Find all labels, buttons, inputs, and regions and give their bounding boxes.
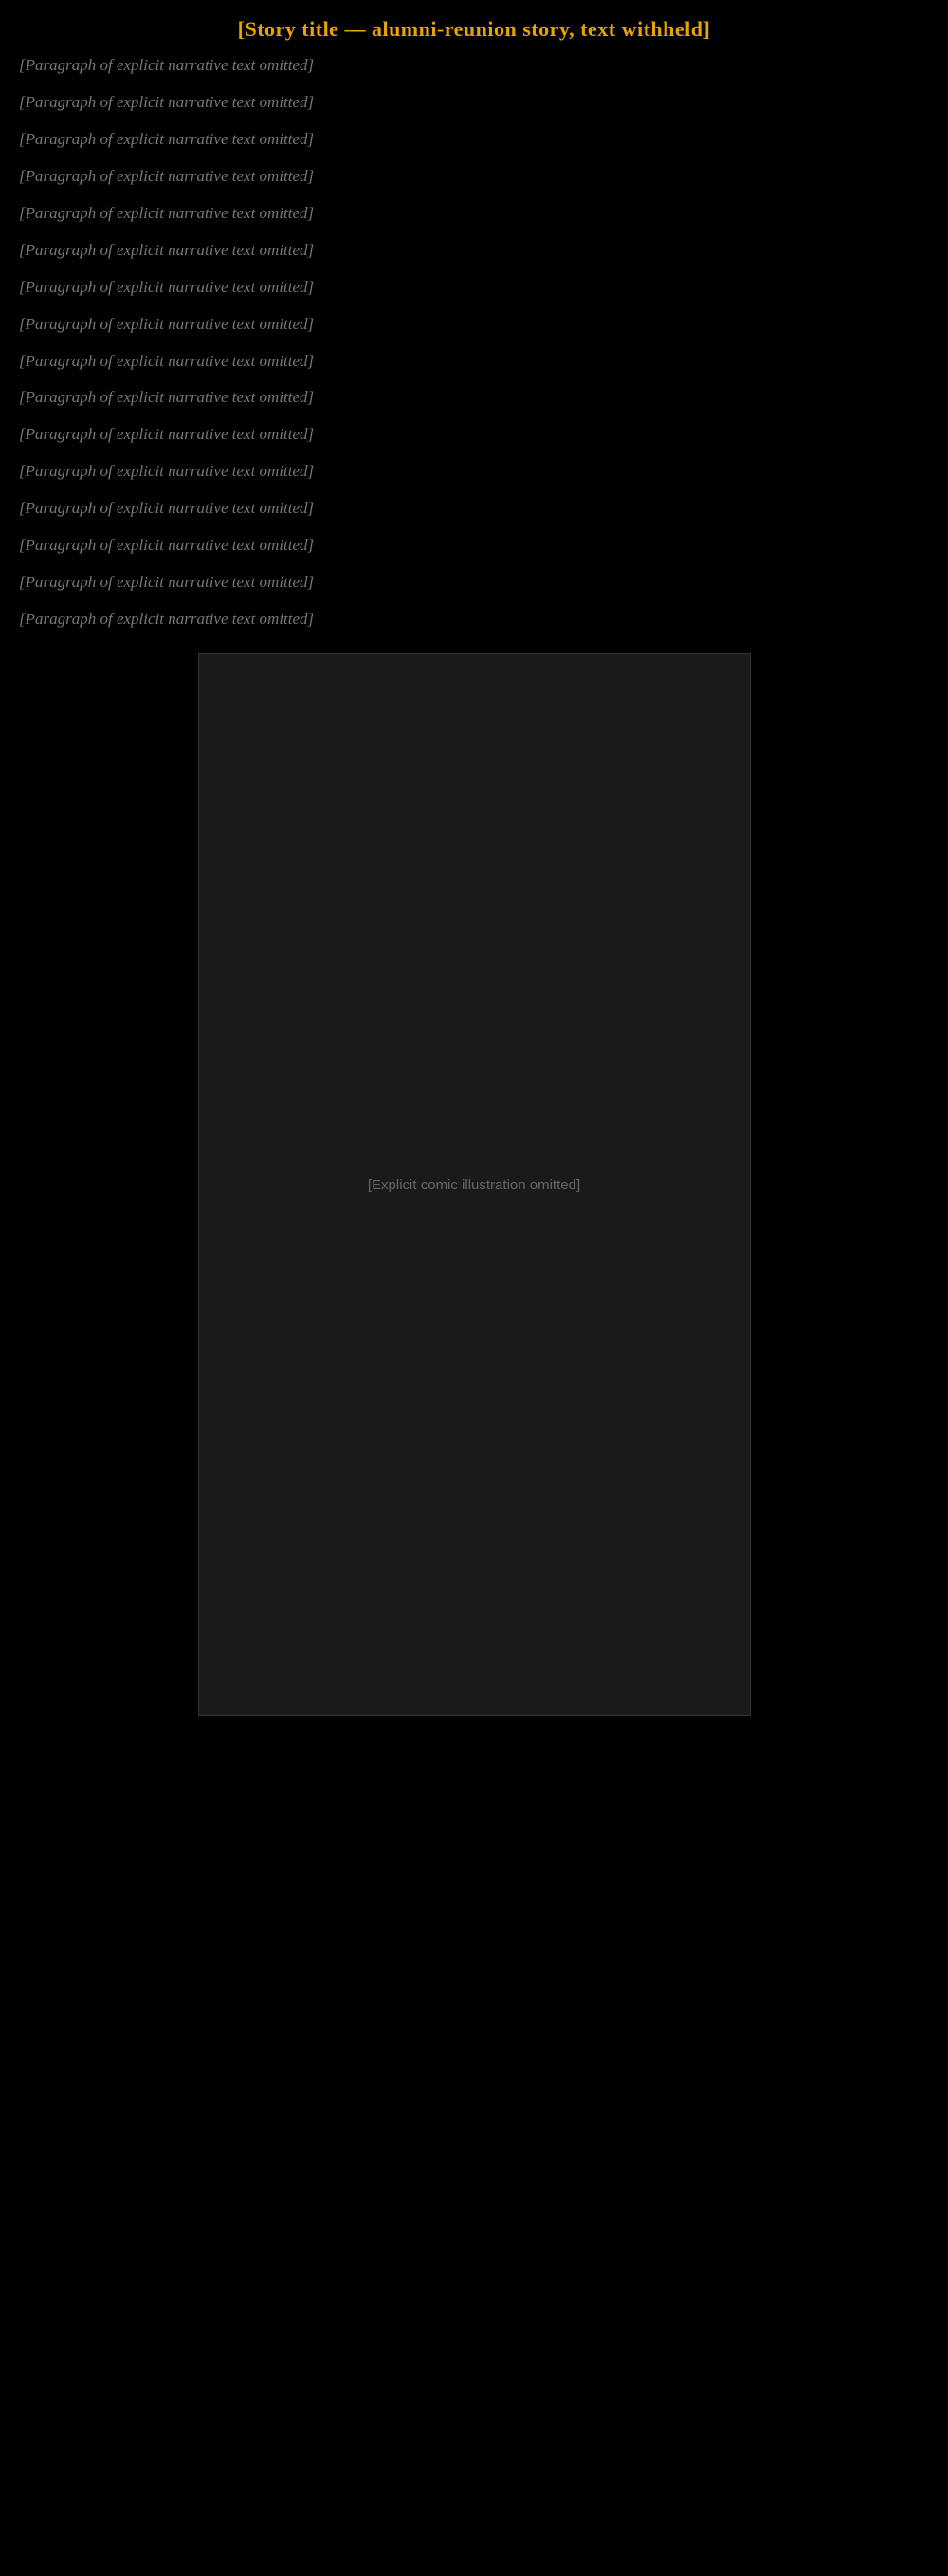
story-paragraph: [Paragraph of explicit narrative text omitted] bbox=[19, 203, 315, 222]
illustration-placeholder: [Explicit comic illustration omitted] bbox=[198, 653, 751, 1716]
story-paragraph: [Paragraph of explicit narrative text omitted] bbox=[19, 425, 315, 444]
story-paragraph: [Paragraph of explicit narrative text omitted] bbox=[19, 240, 315, 259]
story-paragraph: [Paragraph of explicit narrative text omitted] bbox=[19, 462, 315, 481]
story-paragraph: [Paragraph of explicit narrative text omitted] bbox=[19, 277, 315, 296]
story-paragraph: [Paragraph of explicit narrative text omitted] bbox=[19, 351, 315, 370]
story-paragraph: [Paragraph of explicit narrative text omitted] bbox=[19, 499, 315, 518]
story-paragraph: [Paragraph of explicit narrative text omitted] bbox=[19, 314, 315, 333]
page-title: [Story title — alumni-reunion story, text withheld] bbox=[237, 17, 711, 41]
story-body bbox=[19, 55, 929, 631]
story-paragraph: [Paragraph of explicit narrative text omitted] bbox=[19, 388, 315, 407]
story-paragraph: [Paragraph of explicit narrative text omitted] bbox=[19, 536, 315, 555]
story-paragraph: [Paragraph of explicit narrative text omitted] bbox=[19, 610, 315, 629]
story-paragraph: [Paragraph of explicit narrative text omitted] bbox=[19, 56, 315, 74]
story-paragraph: [Paragraph of explicit narrative text omitted] bbox=[19, 166, 315, 185]
story-paragraph: [Paragraph of explicit narrative text omitted] bbox=[19, 573, 315, 592]
story-paragraph: [Paragraph of explicit narrative text omitted] bbox=[19, 129, 315, 148]
story-paragraph: [Paragraph of explicit narrative text omitted] bbox=[19, 92, 315, 111]
